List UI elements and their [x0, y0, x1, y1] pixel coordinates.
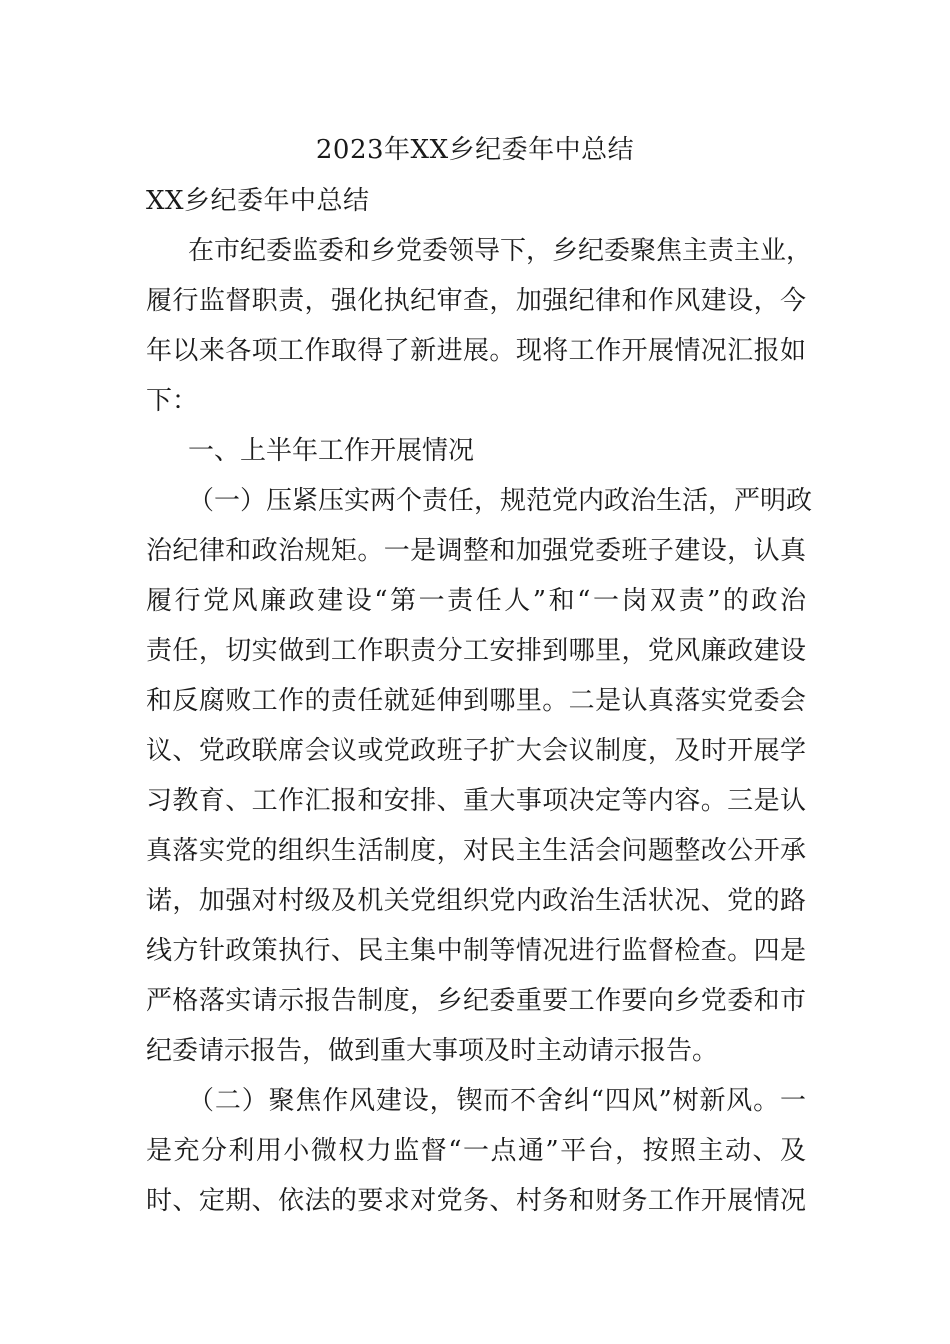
paragraph-line: 责任，切实做到工作职责分工安排到哪里，党风廉政建设	[146, 636, 806, 666]
paragraph-line: 时、定期、依法的要求对党务、村务和财务工作开展情况	[146, 1186, 806, 1216]
paragraph-line: 是充分利用小微权力监督“一点通”平台，按照主动、及	[146, 1136, 806, 1166]
paragraph-line: 纪委请示报告，做到重大事项及时主动请示报告。	[146, 1036, 719, 1066]
paragraph-line: 严格落实请示报告制度，乡纪委重要工作要向乡党委和市	[146, 986, 806, 1016]
paragraph-line: 线方针政策执行、民主集中制等情况进行监督检查。四是	[146, 936, 806, 966]
document-subtitle: XX乡纪委年中总结	[146, 186, 370, 216]
paragraph-line: 治纪律和政治规矩。一是调整和加强党委班子建设，认真	[146, 536, 806, 566]
paragraph-line: （一）压紧压实两个责任，规范党内政治生活，严明政	[188, 486, 813, 516]
paragraph-line: 履行监督职责，强化执纪审查，加强纪律和作风建设，今	[146, 286, 806, 316]
paragraph-line: 习教育、工作汇报和安排、重大事项决定等内容。三是认	[146, 786, 806, 816]
paragraph-line: 年以来各项工作取得了新进展。现将工作开展情况汇报如	[146, 336, 806, 366]
document-title: 2023年XX乡纪委年中总结	[315, 135, 635, 165]
paragraph-line: （二）聚焦作风建设，锲而不舍纠“四风”树新风。一	[188, 1086, 806, 1116]
paragraph-line: 在市纪委监委和乡党委领导下，乡纪委聚焦主责主业，	[188, 236, 813, 266]
paragraph-line: 履行党风廉政建设“第一责任人”和“一岗双责”的政治	[146, 586, 806, 616]
paragraph-line: 诺，加强对村级及机关党组织党内政治生活状况、党的路	[146, 886, 806, 916]
paragraph-line: 下：	[146, 386, 199, 416]
section-heading: 一、上半年工作开展情况	[188, 436, 475, 466]
paragraph-line: 和反腐败工作的责任就延伸到哪里。二是认真落实党委会	[146, 686, 806, 716]
paragraph-line: 真落实党的组织生活制度，对民主生活会问题整改公开承	[146, 836, 806, 866]
paragraph-line: 议、党政联席会议或党政班子扩大会议制度，及时开展学	[146, 736, 806, 766]
